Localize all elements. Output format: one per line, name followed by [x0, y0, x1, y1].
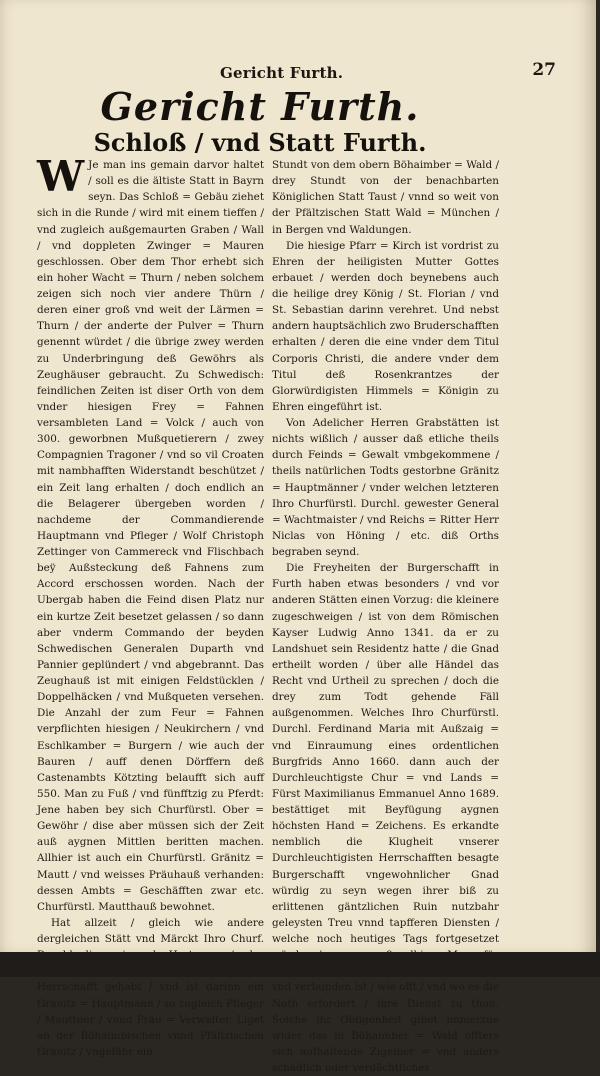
right-paragraph-2: Die hiesige Pfarr = Kirch ist vordrist zu Ehren der heiligisten Mutter Gottes erbauet / werden doch beynebens auch die heilige drey König / St. Florian / vnd St. Sebastian darinn verehret. Und nebst andern hauptsächlich zwo Bruderschafften erhalten / deren die eine vnder dem Titul Corporis Christi, die andere vnder dem Titul deß Rosenkrantzes der Glorwürdigisten Himmels = Königin zu Ehren eingeführt ist. — [272, 239, 499, 413]
left-column — [37, 152, 264, 1060]
right-paragraph-1: Stundt von dem obern Böhaimber = Wald / drey Stundt von der benachbarten Königlichen Statt Taust / vnnd so weit von der Pfältzischen Statt Wald = München / in Bergen vnd Waldungen. — [272, 159, 499, 236]
left-paragraph-1 — [37, 152, 264, 915]
running-head: Gericht Furth. — [220, 64, 344, 82]
left-paragraph-1-text: Je man ins gemain darvor haltet / soll es die ältiste Statt in Bayrn seyn. Das Schloß = Gebäu ziehet sich in die Runde / wird mit einem tieffen / vnd zugleich außgemaurten Graben / Wall / vnd doppleten Zwinger = Mauren geschlossen. Ober dem Thor erhebt sich ein hoher Wacht = Thurn / neben solchem zeigen sich noch vier andere Thürn / deren einer groß vnd weit der Lärmen = Thurn / der anderte der Pulver = Thurn genennt würdet / die übrige zwey werden zu Underbringung deß Gewöhrs als Zeughäuser gebraucht. Zu Schwedisch: feindlichen Zeiten ist diser Orth von dem vnder hiesigen Frey = Fahnen versambleten Land = Volck / auch von 300. geworbnen Mußquetierern / zwey Compagnien Tragoner / vnd so vil Croaten mit nambhafften Widerstandt beschützet / ein Zeit lang erhalten / doch endlich an die Belagerer übergeben worden / nachdeme der Commandierende Hauptmann vnd Pfleger / Wolf Christoph Zettinger von Cammereck vnd Flischbach beÿ Außsteckung deß Fahnens zum Accord erschossen worden. Nach der Ubergab haben die Feind disen Platz nur ein kurtze Zeit besetzet gelassen / so dann aber vnderm Commando der beyden Schwedischen Generalen Duparth vnd Pannier geplündert / vnd abgebrannt. Das Zeughauß ist mit einigen Feldstücklen / Doppelhäcken / vnd Mußqueten versehen. Die Anzahl der zum Feur = Fahnen verpflichten hiesigen / Neukirchern / vnd Eschlkamber = Burgern / wie auch der Bauren / auff denen Dörffern deß Castenambts Kötzting belaufft sich auff 550. Man zu Fuß / vnd fünfftzig zu Pferdt: Jene haben bey sich Churfürstl. Ober = Gewöhr / dise aber müssen sich der Zeit auß aygnen Mittlen beritten machen. Allhier ist auch ein Churfürstl. Gränitz = Mautt / vnd weisses Präuhauß verhanden: dessen Ambts = Geschäfften zwar etc. Churfürstl. Mautthauß bewohnet. — [37, 159, 264, 913]
left-paragraph-2: Hat allzeit / gleich wie andere dergleichen Stätt vnd Märckt Ihro Churf. Herrschafft gehabt / vnd ist darinn ein Gränitz = Hauptmann / so zugleich Pfleger / Mauttner / vnnd Präu = Verwalter. Liget an der Böhaimbischen vnnd Pfältzischen Gränitz / vngefähr ein — [37, 916, 264, 1058]
scan-border — [0, 952, 600, 977]
right-column — [272, 157, 499, 1076]
drop-cap: W — [37, 152, 85, 201]
page-title: Gericht Furth. — [100, 84, 420, 129]
right-paragraph-4: Die Freyheiten der Burgerschafft in Furth haben etwas besonders / vnd vor anderen Stätten einen Vorzug: die kleinere zugeschweigen / ist von dem Römischen Kayser Ludwig Anno 1341. da er zu Landshuet sein Residentz hatte / die Gnad ertheilt worden / über alle Händel das Recht vnd Urtheil zu sprechen / doch die drey zum Todt gehende Fäll außgenommen. Welches Ihro Churfürstl. Durchl. Ferdinand Maria mit Außzaig = vnd Einraumung eines ordentlichen Burgfrids Anno 1660. dann auch der Durchleuchtigste Chur = vnd Lands = Fürst Maximilianus Emmanuel Anno 1689. bestättiget mit Beyfügung aygnen höchsten Hand = Zeichens. Es erkandte nemblich die Klugheit vnserer Durchleuchtigisten Herrschafften besagte Burgerschafft vngewohnlicher Gnad würdig zu seyn wegen ihrer biß zu erlittenen gäntzlichen Ruin nutzbahr geleysten Treu vnnd tapfferen Diensten / welche noch heutiges Tags fortgesetzet vnd verbunden ist / wie offt / vnd wo es die Noth erfordert / ihre Dienst zu thun. Solche ihr Obligenheit gibet immerzue wider das in Böhaimber = Wald öffters sich aufhaltende Zigeiner = vnd anders schädlich oder verdächtliches — [272, 562, 499, 1074]
page-number: 27 — [532, 60, 556, 80]
right-paragraph-3: Von Adelicher Herren Grabstätten ist nichts wißlich / ausser daß etliche theils durch Feinds = Gewalt vmbgekommene / theils natürlichen Todts gestorbne Gränitz = Hauptmänner / vnder welchen letzteren Ihro Churfürstl. Durchl. gewester General = Wachtmaister / vnd Reichs = Ritter Herr Niclas von Höning / etc. diß Orths begraben seynd. — [272, 417, 499, 558]
section-subtitle: Schloß / vnd Statt Furth. — [93, 128, 427, 157]
